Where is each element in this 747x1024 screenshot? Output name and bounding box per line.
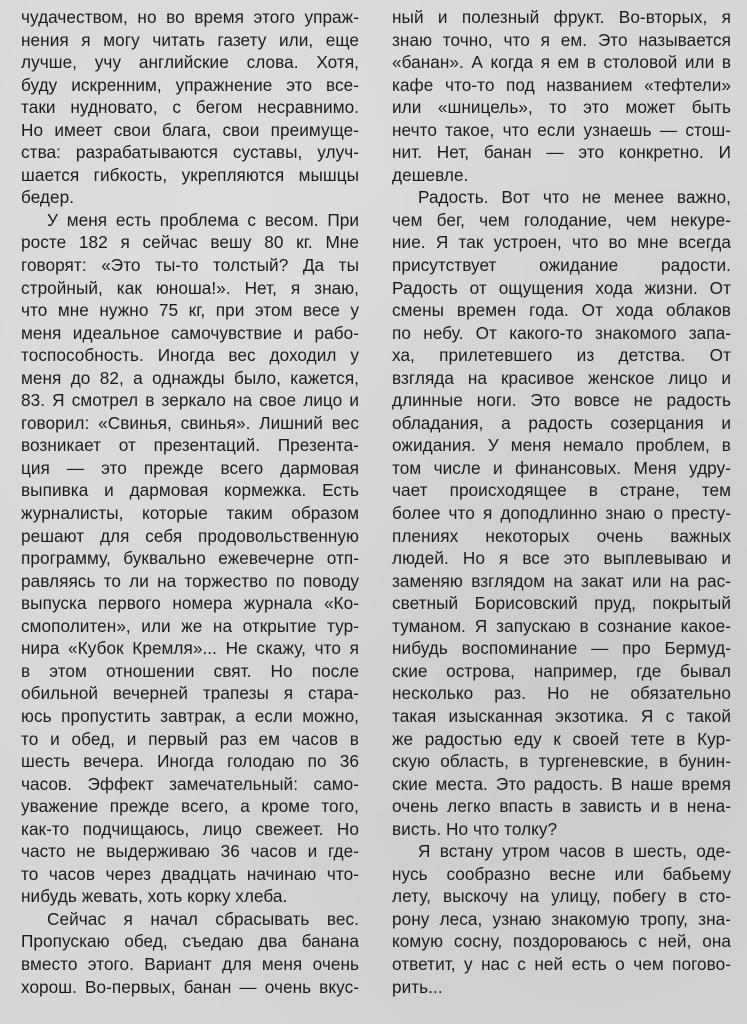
text-line: присутствует ожидание радости. [392,255,731,276]
text-line: часто не выдерживаю 36 часов и где- [21,841,359,862]
text-line: нения я могу читать газету или, еще [21,29,359,50]
text-line: ожидания. У меня немало проблем, в [392,435,731,456]
text-line: обильной вечерней трапезы я стара- [21,683,359,704]
text-line: шесть вечера. Иногда голодаю по 36 [21,751,359,772]
text-line: лету, выскочу на улицу, побегу в сто- [392,886,731,907]
text-line: то часов через двадцать начинаю что- [21,863,359,884]
text-line: журналисты, которые таким образом [21,503,359,524]
text-line: 83. Я смотрел в зеркало на свое лицо и [21,390,359,411]
text-line: заменяю взглядом на закат или на рас- [392,570,731,591]
text-line: нибудь жевать, хоть корку хлеба. [21,886,288,907]
text-line: висть. Но что толку? [392,818,558,839]
right-column [392,6,731,998]
text-line: ства: разрабатываются суставы, улуч- [21,142,359,163]
text-line: людей. Но я все это выплевываю и [392,548,731,569]
text-line: туманом. Я запускаю в сознание какое- [392,615,731,636]
text-line: нибудь воспоминание — про Бермуд- [392,638,731,659]
text-line: нусь сообразно весне или бабьему [392,863,731,884]
text-line: несколько раз. Но не обязательно [392,683,731,704]
text-line: часов. Эффект замечательный: само- [21,773,359,794]
text-line: светный Борисовский пруд, покрытый [392,593,731,614]
text-line: ние. Я так устроен, что во мне всегда [392,232,731,253]
text-line: дешевле. [392,164,469,185]
text-line: том числе и финансовых. Меня удру- [392,457,731,478]
text-line: У меня есть проблема с весом. При [47,209,359,230]
text-line: смены времен года. От хода облаков [392,300,731,321]
text-line: уважение прежде всего, а кроме того, [21,796,359,817]
text-line: нит. Нет, банан — это конкретно. И [392,142,731,163]
text-line: меня идеальное самочувствие и рабо- [21,322,359,343]
text-line: буду искренним, упражнение это все- [21,74,359,95]
text-line: говорил: «Свинья, свинья». Лишний вес [21,412,359,433]
text-line: хорош. Во-первых, банан — очень вкус- [21,976,359,997]
text-line: «банан». А когда я ем в столовой или в [392,52,731,73]
text-line: такая изысканная экзотика. Я с такой [392,705,731,726]
text-line: рить... [392,976,443,997]
text-line: нира «Кубок Кремля»... Не скажу, что я [21,638,359,659]
text-line: ские острова, например, где бывал [392,660,731,681]
text-line: обладания, а радость созерцания и [392,412,731,433]
text-line: росте 182 я сейчас вешу 80 кг. Мне [21,232,359,253]
text-line: выпивка и дармовая кормежка. Есть [21,480,359,501]
text-line: чем бег, чем голодание, чем некуре- [392,209,731,230]
text-line: программу, буквально ежевечерне отп- [21,548,359,569]
text-line: плениях некоторых очень важных [392,525,731,546]
text-line: стройный, как юноша!». Нет, я знаю, [21,277,359,298]
text-line: Радость. Вот что не менее важно, [418,187,731,208]
text-line: же радостью еду к своей тете в Кур- [392,728,731,749]
text-line: в этом отношении свят. Но после [21,660,359,681]
text-line: вместо этого. Вариант для меня очень [21,953,359,974]
text-line: чает происходящее в стране, тем [392,480,731,501]
text-line: по небу. От какого-то знакомого запа- [392,322,731,343]
text-line: что мне нужно 75 кг, при этом весе у [21,300,359,321]
text-line: взгляда на красивое женское лицо и [392,367,731,388]
text-line: то и обед, и первый раз ем часов в [21,728,359,749]
text-line: нечто такое, что если узнаешь — стош- [392,119,731,140]
text-line: как-то подчищаюсь, лицо свежеет. Но [21,818,359,839]
text-line: Радость от ощущения хода жизни. От [392,277,731,298]
text-line: комую сосну, поздороваюсь с ней, она [392,931,731,952]
text-line: возникает от презентаций. Презента- [21,435,359,456]
text-line: знаю точно, что я ем. Это называется [392,29,731,50]
text-line: шается гибкость, укрепляются мышцы [21,164,359,185]
text-line: таки нудновато, с бегом несравнимо. [21,97,359,118]
text-line: чудачеством, но во время этого упраж- [21,7,359,27]
text-line: или «шницель», то это может быть [392,97,731,118]
text-line: Сейчас я начал сбрасывать вес. [47,908,359,929]
text-line: скую область, в тургеневские, в бунин- [392,751,731,772]
text-line: ха, прилетевшего из детства. От [392,345,731,366]
text-line: длинные ноги. Это вовсе не радость [392,390,731,411]
text-line: смополитен», или же на открытие тур- [21,615,359,636]
text-line: решают для себя продовольственную [21,525,359,546]
text-line: ция — это прежде всего дармовая [21,457,359,478]
text-line: юсь пропустить завтрак, а если можно, [21,705,359,726]
text-line: кафе что-то под названием «тефтели» [392,74,731,95]
text-line: Но имеет свои блага, свои преимуще- [21,119,359,140]
text-line: говорят: «Это ты-то толстый? Да ты [21,255,359,276]
text-line: равляясь то ли на торжество по поводу [21,570,359,591]
text-line: тоспособность. Иногда вес доходил у [21,345,359,366]
text-line: Пропускаю обед, съедаю два банана [21,931,359,952]
text-line: меня до 82, а однажды было, кажется, [21,367,359,388]
text-line: лучше, учу английские слова. Хотя, [21,52,359,73]
text-line: ный и полезный фрукт. Во-вторых, я [392,7,731,27]
text-line: выпуска первого номера журнала «Ко- [21,593,359,614]
text-line: рону леса, узнаю знакомую тропу, зна- [392,908,731,929]
text-line: бедер. [21,187,75,208]
text-line: ответит, у нас с ней есть о чем погово- [392,953,731,974]
left-column [21,6,359,998]
text-line: более что я доподлинно знаю о престу- [392,503,731,524]
text-line: очень легко впасть в зависть и в нена- [392,796,731,817]
text-line: Я встану утром часов в шесть, оде- [418,841,731,862]
text-line: ские места. Это радость. В наше время [392,773,731,794]
